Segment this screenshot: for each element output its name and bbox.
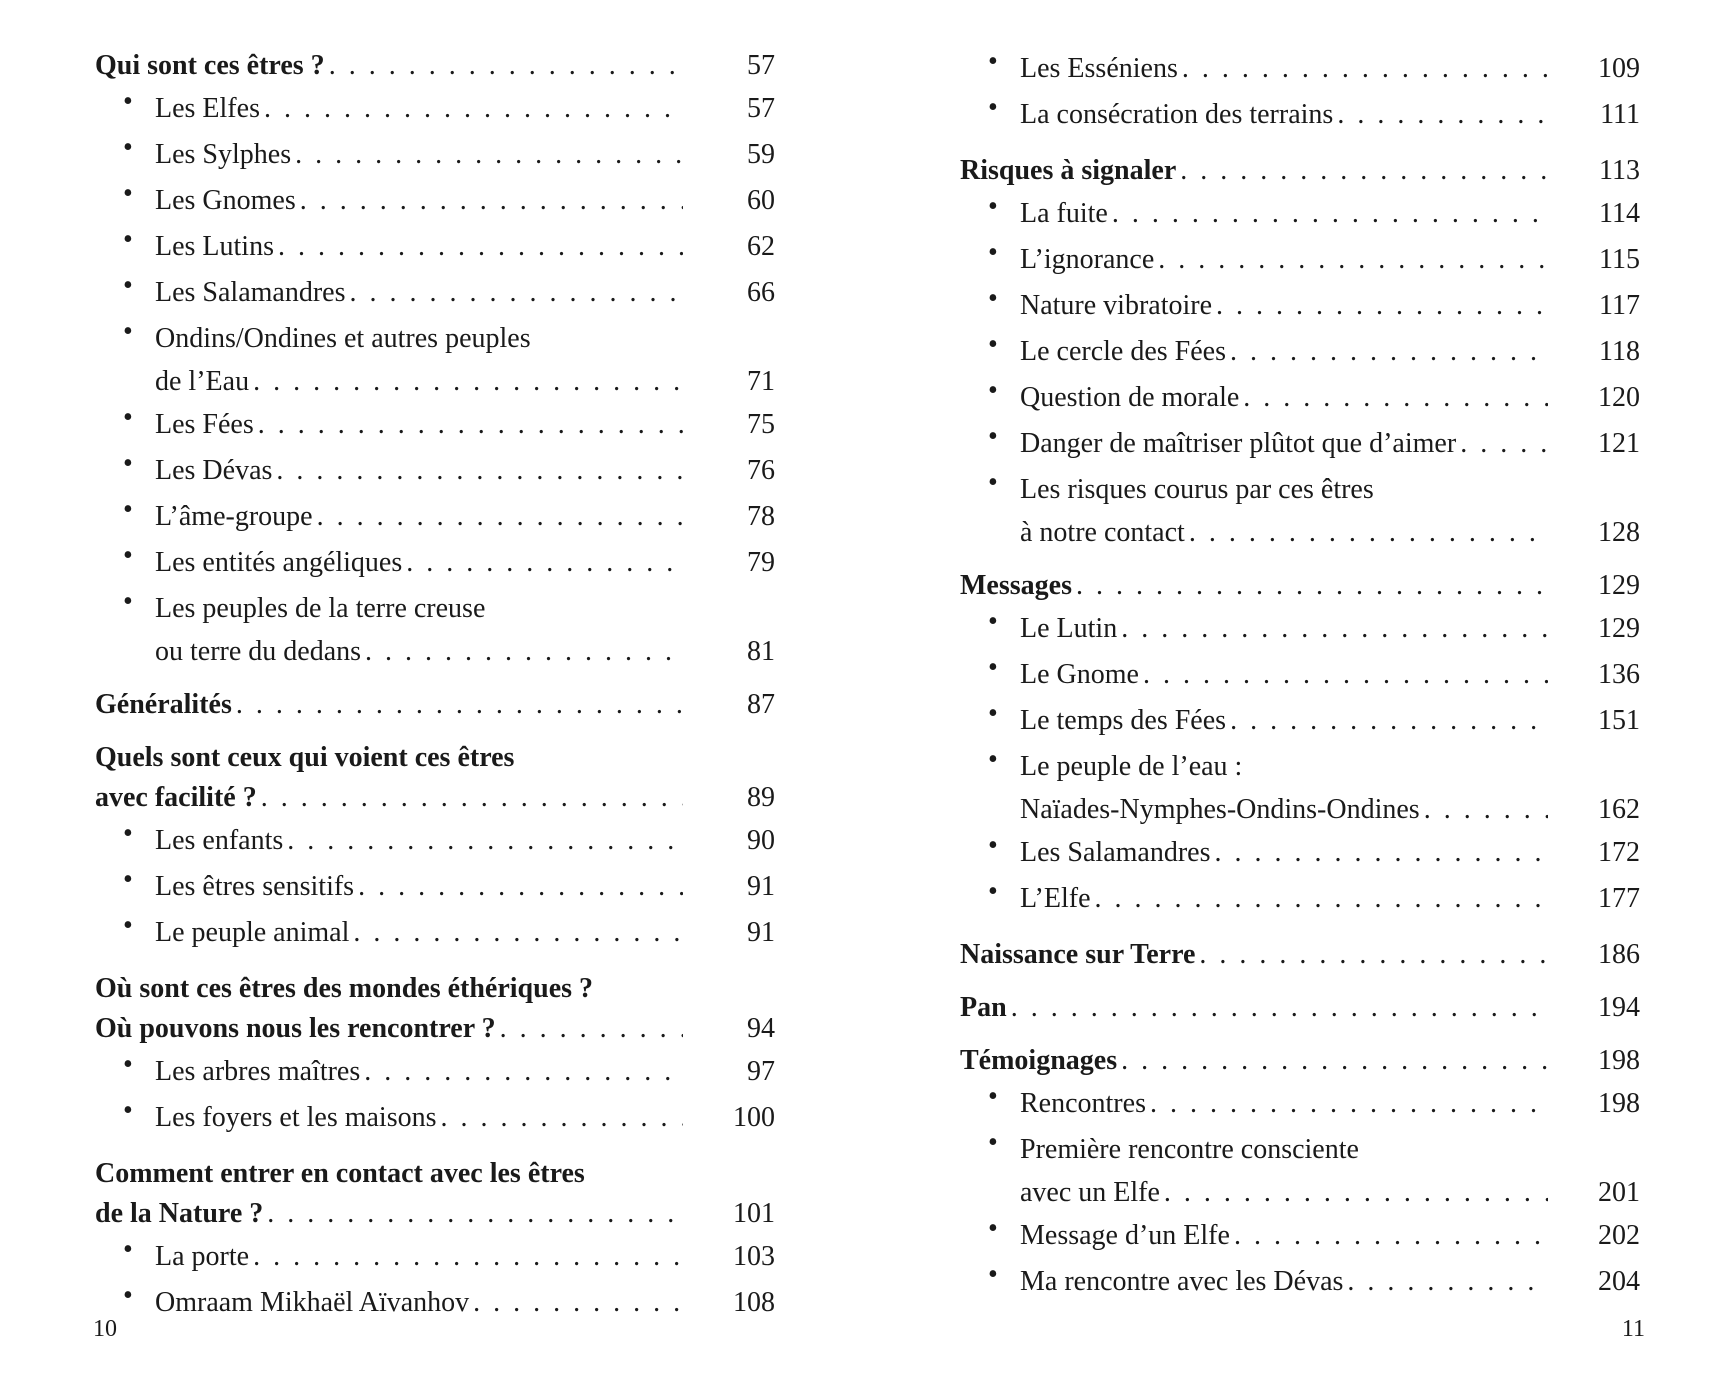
toc-entry-title: Question de morale — [1020, 382, 1240, 413]
bullet-icon: • — [123, 270, 133, 301]
toc-page-number: 186 — [1598, 939, 1640, 970]
toc-entry-title: Les entités angéliques — [155, 547, 403, 578]
bullet-icon: • — [988, 46, 998, 77]
dot-leader — [1243, 375, 1548, 421]
toc-entry-title: Le cercle des Fées — [1020, 336, 1226, 367]
toc-subentry — [960, 744, 1640, 830]
toc-entry-title: Nature vibratoire — [1020, 290, 1213, 321]
bullet-icon: • — [988, 191, 998, 222]
dot-leader — [1182, 46, 1548, 92]
bullet-icon: • — [123, 178, 133, 209]
dot-leader — [329, 46, 683, 86]
toc-page-number: 129 — [1598, 570, 1640, 601]
toc-subentry — [960, 698, 1640, 744]
bullet-icon: • — [123, 910, 133, 941]
dot-leader — [1143, 652, 1548, 698]
toc-page-number: 198 — [1598, 1088, 1640, 1119]
toc-entry-title: Risques à signaler — [960, 155, 1177, 186]
toc-subentry — [95, 540, 775, 586]
toc-page-number: 59 — [747, 139, 775, 170]
toc-subentry — [960, 283, 1640, 329]
dot-leader — [261, 778, 683, 818]
toc-subentry — [95, 270, 775, 316]
toc-entry-title: Les Salamandres — [155, 277, 346, 308]
toc-page-number: 177 — [1598, 883, 1640, 914]
toc-entry-title: Le peuple de l’eau : — [1020, 751, 1243, 782]
dot-leader — [1095, 876, 1549, 922]
toc-page-number: 118 — [1599, 336, 1640, 367]
toc-subentry — [960, 467, 1640, 553]
toc-subentry — [960, 375, 1640, 421]
toc-subentry — [95, 86, 775, 132]
toc-subentry — [95, 1280, 775, 1326]
dot-leader — [258, 402, 683, 448]
toc-section-entry — [960, 566, 1640, 606]
toc-entry-title: Les Fées — [155, 409, 254, 440]
toc-entry-title: Où pouvons nous les rencontrer ? — [95, 1013, 496, 1044]
toc-entry-title: L’Elfe — [1020, 883, 1091, 914]
bullet-icon: • — [123, 494, 133, 525]
dot-leader — [300, 178, 683, 224]
dot-leader — [1076, 566, 1548, 606]
bullet-icon: • — [988, 1081, 998, 1112]
toc-subentry — [960, 876, 1640, 922]
toc-section-entry — [95, 969, 775, 1049]
toc-page-number: 101 — [733, 1198, 775, 1229]
toc-entry-title: Les Lutins — [155, 231, 274, 262]
toc-subentry — [95, 1234, 775, 1280]
toc-subentry — [960, 606, 1640, 652]
toc-entry-title: Les foyers et les maisons — [155, 1102, 437, 1133]
page-number-right: 11 — [1621, 1316, 1645, 1342]
toc-entry-title: Les êtres sensitifs — [155, 871, 355, 902]
toc-entry-title: Les Esséniens — [1020, 53, 1178, 84]
bullet-icon: • — [123, 818, 133, 849]
toc-entry-title: Naïades-Nymphes-Ondins-Ondines — [1020, 794, 1420, 825]
dot-leader — [1234, 1213, 1548, 1259]
bullet-icon: • — [988, 744, 998, 775]
bullet-icon: • — [123, 316, 133, 347]
dot-leader — [1337, 92, 1548, 138]
toc-page-number: 121 — [1598, 428, 1640, 459]
toc-page-number: 172 — [1598, 837, 1640, 868]
toc-subentry — [95, 132, 775, 178]
toc-page-number: 113 — [1599, 155, 1640, 186]
toc-entry-title: Quels sont ceux qui voient ces êtres — [95, 742, 515, 773]
toc-entry-title: La consécration des terrains — [1020, 99, 1334, 130]
toc-entry-title: Les Dévas — [155, 455, 273, 486]
toc-page-number: 120 — [1598, 382, 1640, 413]
toc-subentry — [960, 191, 1640, 237]
toc-subentry — [960, 421, 1640, 467]
bullet-icon: • — [123, 864, 133, 895]
bullet-icon: • — [123, 448, 133, 479]
toc-entry-title: Ma rencontre avec les Dévas — [1020, 1266, 1344, 1297]
toc-subentry — [960, 237, 1640, 283]
toc-entry-title: Messages — [960, 570, 1072, 601]
dot-leader — [1347, 1259, 1548, 1305]
bullet-icon: • — [988, 329, 998, 360]
toc-entry-title: Généralités — [95, 689, 232, 720]
toc-entry-title: Les peuples de la terre creuse — [155, 593, 486, 624]
toc-subentry — [95, 1049, 775, 1095]
dot-leader — [1216, 283, 1548, 329]
toc-section-entry — [95, 46, 775, 86]
toc-subentry — [95, 910, 775, 956]
toc-section-entry — [95, 738, 775, 818]
toc-entry-title: Pan — [960, 992, 1007, 1023]
toc-page-number: 57 — [747, 93, 775, 124]
toc-page-number: 108 — [733, 1287, 775, 1318]
toc-page-number: 91 — [747, 871, 775, 902]
toc-page-number: 136 — [1598, 659, 1640, 690]
bullet-icon: • — [988, 1127, 998, 1158]
dot-leader — [276, 448, 683, 494]
toc-subentry — [95, 586, 775, 672]
toc-entry-title: Les Elfes — [155, 93, 260, 124]
toc-entry-title: Où sont ces êtres des mondes éthériques ? — [95, 973, 594, 1004]
toc-subentry — [960, 830, 1640, 876]
toc-page-number: 89 — [747, 782, 775, 813]
toc-subentry — [95, 494, 775, 540]
toc-subentry — [95, 448, 775, 494]
dot-leader — [287, 818, 683, 864]
dot-leader — [317, 494, 683, 540]
toc-page-number: 66 — [747, 277, 775, 308]
toc-page-number: 75 — [747, 409, 775, 440]
toc-section-entry — [95, 1154, 775, 1234]
right-page — [865, 0, 1730, 1400]
toc-subentry — [960, 652, 1640, 698]
toc-page-number: 81 — [747, 636, 775, 667]
dot-leader — [406, 540, 683, 586]
toc-subentry — [95, 402, 775, 448]
dot-leader — [473, 1280, 683, 1326]
toc-subentry — [95, 316, 775, 402]
toc-page-number: 90 — [747, 825, 775, 856]
toc-subentry — [95, 178, 775, 224]
dot-leader — [264, 86, 683, 132]
toc-page-number: 202 — [1598, 1220, 1640, 1251]
toc-entry-title: Les enfants — [155, 825, 284, 856]
dot-leader — [1230, 329, 1548, 375]
toc-page-number: 194 — [1598, 992, 1640, 1023]
toc-section-entry — [960, 1041, 1640, 1081]
toc-entry-title: Message d’un Elfe — [1020, 1220, 1230, 1251]
toc-page-number: 201 — [1598, 1177, 1640, 1208]
toc-entry-title: Les Sylphes — [155, 139, 292, 170]
dot-leader — [364, 1049, 683, 1095]
bullet-icon: • — [988, 876, 998, 907]
toc-entry-title: de la Nature ? — [95, 1198, 264, 1229]
bullet-icon: • — [123, 1095, 133, 1126]
toc-page-number: 87 — [747, 689, 775, 720]
dot-leader — [358, 864, 683, 910]
toc-page-number: 79 — [747, 547, 775, 578]
toc-entry-title: Les risques courus par ces êtres — [1020, 474, 1374, 505]
toc-subentry — [960, 92, 1640, 138]
toc-entry-title: Omraam Mikhaël Aïvanhov — [155, 1287, 470, 1318]
dot-leader — [1424, 790, 1548, 830]
toc-page-number: 97 — [747, 1056, 775, 1087]
toc-entry-title: Naissance sur Terre — [960, 939, 1196, 970]
bullet-icon: • — [988, 830, 998, 861]
dot-leader — [1112, 191, 1548, 237]
toc-entry-title: avec facilité ? — [95, 782, 257, 813]
toc-subentry — [95, 224, 775, 270]
toc-subentry — [960, 1213, 1640, 1259]
bullet-icon: • — [988, 421, 998, 452]
toc-entry-title: Comment entrer en contact avec les êtres — [95, 1158, 585, 1189]
bullet-icon: • — [123, 540, 133, 571]
toc-page-number: 111 — [1600, 99, 1640, 130]
toc-entry-title: Rencontres — [1020, 1088, 1146, 1119]
toc-column-right — [960, 46, 1640, 1305]
page-number-left: 10 — [93, 1316, 117, 1342]
toc-entry-title: Le temps des Fées — [1020, 705, 1227, 736]
dot-leader — [1150, 1081, 1548, 1127]
toc-entry-title: Qui sont ces êtres ? — [95, 50, 325, 81]
toc-page-number: 198 — [1598, 1045, 1640, 1076]
toc-page-number: 78 — [747, 501, 775, 532]
toc-page-number: 128 — [1598, 517, 1640, 548]
dot-leader — [1215, 830, 1549, 876]
dot-leader — [1180, 151, 1548, 191]
bullet-icon: • — [123, 132, 133, 163]
dot-leader — [253, 1234, 683, 1280]
bullet-icon: • — [988, 283, 998, 314]
toc-page-number: 115 — [1599, 244, 1640, 275]
toc-entry-title: Témoignages — [960, 1045, 1118, 1076]
toc-entry-title: Les arbres maîtres — [155, 1056, 361, 1087]
toc-column-left — [95, 46, 775, 1326]
toc-subentry — [960, 1259, 1640, 1305]
toc-page-number: 117 — [1599, 290, 1640, 321]
toc-entry-title: ou terre du dedans — [155, 636, 362, 667]
dot-leader — [350, 270, 684, 316]
toc-entry-title: Le Lutin — [1020, 613, 1118, 644]
toc-subentry — [95, 864, 775, 910]
dot-leader — [295, 132, 683, 178]
bullet-icon: • — [988, 92, 998, 123]
toc-page-number: 91 — [747, 917, 775, 948]
toc-page-number: 71 — [747, 366, 775, 397]
dot-leader — [1230, 698, 1548, 744]
toc-entry-title: avec un Elfe — [1020, 1177, 1160, 1208]
dot-leader — [1199, 935, 1548, 975]
toc-page-number: 151 — [1598, 705, 1640, 736]
toc-page-number: 129 — [1598, 613, 1640, 644]
toc-entry-title: La porte — [155, 1241, 250, 1272]
toc-entry-title: à notre contact — [1020, 517, 1185, 548]
dot-leader — [1121, 1041, 1548, 1081]
toc-entry-title: Première rencontre consciente — [1020, 1134, 1359, 1165]
toc-section-entry — [960, 988, 1640, 1028]
toc-page-number: 76 — [747, 455, 775, 486]
bullet-icon: • — [123, 402, 133, 433]
toc-page-number: 94 — [747, 1013, 775, 1044]
dot-leader — [1158, 237, 1548, 283]
toc-section-entry — [95, 685, 775, 725]
dot-leader — [1164, 1173, 1548, 1213]
toc-entry-title: Le peuple animal — [155, 917, 350, 948]
bullet-icon: • — [123, 1049, 133, 1080]
dot-leader — [278, 224, 683, 270]
bullet-icon: • — [123, 86, 133, 117]
toc-subentry — [960, 329, 1640, 375]
toc-entry-title: L’âme-groupe — [155, 501, 313, 532]
dot-leader — [267, 1194, 683, 1234]
bullet-icon: • — [988, 606, 998, 637]
toc-page-number: 62 — [747, 231, 775, 262]
bullet-icon: • — [123, 224, 133, 255]
toc-page-number: 57 — [747, 50, 775, 81]
dot-leader — [500, 1009, 683, 1049]
toc-entry-title: Les Salamandres — [1020, 837, 1211, 868]
toc-entry-title: La fuite — [1020, 198, 1108, 229]
toc-page-number: 204 — [1598, 1266, 1640, 1297]
toc-section-entry — [960, 151, 1640, 191]
dot-leader — [1121, 606, 1548, 652]
toc-subentry — [960, 46, 1640, 92]
toc-entry-title: Le Gnome — [1020, 659, 1139, 690]
bullet-icon: • — [988, 375, 998, 406]
bullet-icon: • — [123, 1234, 133, 1265]
bullet-icon: • — [988, 1259, 998, 1290]
bullet-icon: • — [988, 237, 998, 268]
dot-leader — [236, 685, 683, 725]
toc-subentry — [960, 1081, 1640, 1127]
dot-leader — [1189, 513, 1548, 553]
toc-entry-title: L’ignorance — [1020, 244, 1155, 275]
toc-page-number: 60 — [747, 185, 775, 216]
dot-leader — [365, 632, 683, 672]
toc-entry-title: de l’Eau — [155, 366, 250, 397]
toc-subentry — [960, 1127, 1640, 1213]
bullet-icon: • — [988, 698, 998, 729]
dot-leader — [353, 910, 683, 956]
toc-page-number: 114 — [1599, 198, 1640, 229]
bullet-icon: • — [988, 652, 998, 683]
toc-page-number: 162 — [1598, 794, 1640, 825]
bullet-icon: • — [123, 586, 133, 617]
dot-leader — [1011, 988, 1548, 1028]
dot-leader — [1460, 421, 1548, 467]
dot-leader — [441, 1095, 684, 1141]
toc-subentry — [95, 818, 775, 864]
toc-entry-title: Les Gnomes — [155, 185, 296, 216]
dot-leader — [253, 362, 683, 402]
bullet-icon: • — [123, 1280, 133, 1311]
toc-page-number: 109 — [1598, 53, 1640, 84]
toc-section-entry — [960, 935, 1640, 975]
toc-entry-title: Danger de maîtriser plûtot que d’aimer — [1020, 428, 1457, 459]
toc-entry-title: Ondins/Ondines et autres peuples — [155, 323, 531, 354]
bullet-icon: • — [988, 467, 998, 498]
toc-page-number: 103 — [733, 1241, 775, 1272]
bullet-icon: • — [988, 1213, 998, 1244]
toc-page-number: 100 — [733, 1102, 775, 1133]
toc-subentry — [95, 1095, 775, 1141]
